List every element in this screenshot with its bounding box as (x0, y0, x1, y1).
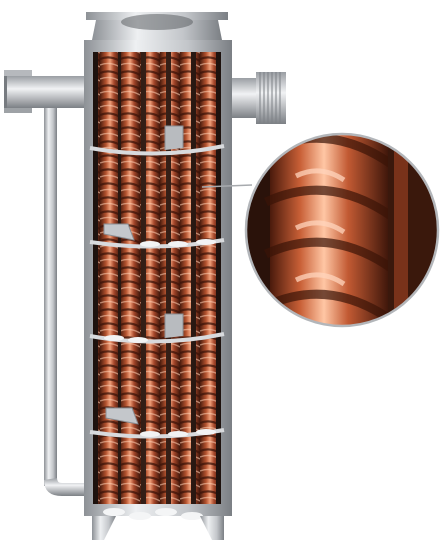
inlet-nozzle (4, 70, 96, 113)
copper-tube (121, 52, 141, 512)
copper-tube-bundle (98, 52, 216, 512)
top-cap (86, 12, 228, 40)
copper-tube (98, 52, 118, 512)
copper-tube (171, 52, 191, 512)
copper-tube (146, 52, 166, 512)
bottom-base (84, 504, 232, 540)
magnified-tube-detail (246, 130, 442, 330)
copper-tube (196, 52, 216, 512)
